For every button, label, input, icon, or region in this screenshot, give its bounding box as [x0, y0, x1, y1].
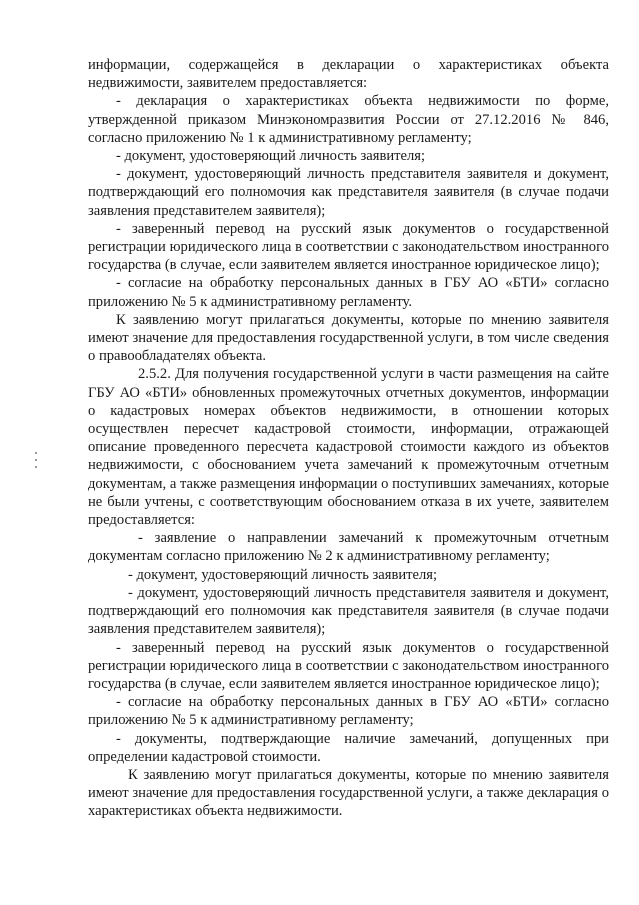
scan-dot — [35, 459, 37, 461]
list-item-translation-2: - заверенный перевод на русский язык документов о государственной регистрации юридического лица в соответствии с законодательством иностранного государства (в случае, если заявителем является иностранное юридическое лицо); — [88, 639, 609, 692]
document-page — [88, 56, 609, 821]
scan-dot — [35, 466, 37, 468]
list-item-remarks-evidence: - документы, подтверждающие наличие замечаний, допущенных при определении кадастровой стоимости. — [88, 730, 609, 765]
list-item-declaration: - декларация о характеристиках объекта недвижимости по форме, утвержденной приказом Минэкономразвития России от 27.12.2016 № 846, согласно приложению № 1 к административному регламенту; — [88, 93, 609, 146]
list-item-representative-documents: - документ, удостоверяющий личность представителя заявителя и документ, подтверждающий его полномочия как представителя заявителя (в случае подачи заявления представителем заявителя); — [88, 166, 609, 219]
list-item-consent: - согласие на обработку персональных данных в ГБУ АО «БТИ» согласно приложению № 5 к административному регламенту. — [88, 275, 609, 310]
list-item-representative-documents-2: - документ, удостоверяющий личность представителя заявителя и документ, подтверждающий его полномочия как представителя заявителя (в случае подачи заявления представителем заявителя); — [88, 584, 609, 638]
list-item-remarks-application: - заявление о направлении замечаний к промежуточным отчетным документам согласно приложению № 2 к административному регламенту; — [88, 530, 609, 565]
scan-dot — [35, 452, 37, 454]
paragraph-attachments-note: К заявлению могут прилагаться документы, которые по мнению заявителя имеют значение для предоставления государственной услуги, в том числе сведения о правообладателях объекта. — [88, 311, 609, 365]
list-item-translation: - заверенный перевод на русский язык документов о государственной регистрации юридического лица в соответствии с законодательством иностранного государства (в случае, если заявителем является иностранное юридическое лицо); — [88, 220, 609, 274]
paragraph-section-2-5-2: 2.5.2. Для получения государственной услуги в части размещения на сайте ГБУ АО «БТИ» обновленных промежуточных отчетных документов, информации о кадастровых номерах объектов недвижимости, в отношении которых осуществлен пересчет кадастровой стоимости, информации, отражающей описание проведенного пересчета кадастровой стоимости каждого из объектов недвижимости, с обоснованием учета замечаний к промежуточным отчетным документам, а также размещения информации о поступивших замечаниях, которые не были учтены, с соответствующим обоснованием отказа в их учете, заявителем предоставляется: — [88, 366, 609, 529]
scan-margin-marks — [34, 452, 38, 480]
paragraph-continuation: информации, содержащейся в декларации о характеристиках объекта недвижимости, заявителем предоставляется: — [88, 57, 609, 92]
list-item-consent-2: - согласие на обработку персональных данных в ГБУ АО «БТИ» согласно приложению № 5 к административному регламенту; — [88, 694, 609, 729]
list-item-identity-document: - документ, удостоверяющий личность заявителя; — [116, 148, 426, 165]
paragraph-attachments-note-2: К заявлению могут прилагаться документы, которые по мнению заявителя имеют значение для предоставления государственной услуги, а также декларация о характеристиках объекта недвижимости. — [88, 766, 609, 820]
list-item-identity-document-2: - документ, удостоверяющий личность заявителя; — [128, 566, 438, 583]
